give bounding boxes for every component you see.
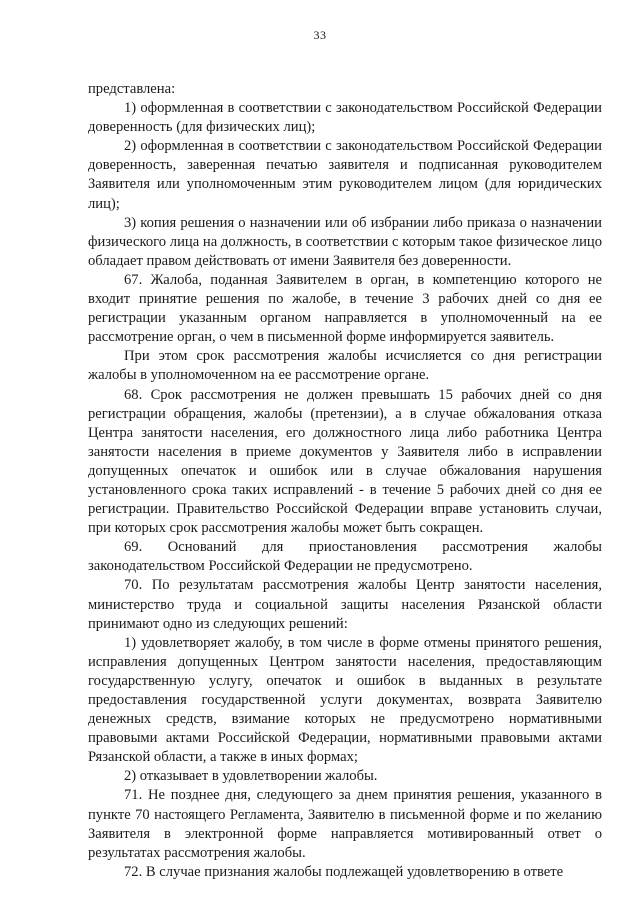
paragraph-intro: представлена:: [88, 81, 176, 97]
paragraph-70: 70. По результатам рассмотрения жалобы Центр занятости населения, министерство труда и социальной защиты населения Рязанской области принимают одно из следующих решений:: [88, 577, 602, 632]
paragraph-69: 69. Оснований для приостановления рассмотрения жалобы законодательством Российской Федерации не предусмотрено.: [88, 539, 602, 575]
paragraph-67: 67. Жалоба, поданная Заявителем в орган, в компетенцию которого не входит принятие решения по жалобе, в течение 3 рабочих дней со дня ее регистрации указанным органом направляется в уполномоченный на ее рассмотрение орган, о чем в письменной форме информируется заявитель.: [88, 271, 602, 346]
paragraph-71: 71. Не позднее дня, следующего за днем принятия решения, указанного в пункте 70 настоящего Регламента, Заявителю в письменной форме и по желанию Заявителя в электронной форме направляется мотивированный ответ о результатах рассмотрения жалобы.: [88, 787, 602, 861]
paragraph-70-item-2: 2) отказывает в удовлетворении жалобы.: [124, 768, 378, 785]
page-number: 33: [313, 28, 327, 42]
paragraph-68: 68. Срок рассмотрения не должен превышать 15 рабочих дней со дня регистрации обращения, жалобы (претензии), а в случае обжалования отказа Центра занятости населения, его должностного лица либо работника Центра занятости населения в приеме документов у Заявителя либо в исправлении допущенных опечаток и ошибок или в случае обжалования нарушения установленного срока таких исправлений - в течение 5 рабочих дней со дня ее регистрации. Правительство Российской Федерации вправе установить случаи, при которых срок рассмотрения жалобы может быть сокращен.: [88, 386, 602, 537]
paragraph-72: 72. В случае признания жалобы подлежащей удовлетворению в ответе: [124, 863, 564, 880]
paragraph-item-1: 1) оформленная в соответствии с законодательством Российской Федерации доверенность (для физических лиц);: [88, 100, 602, 136]
paragraph-67-continued: При этом срок рассмотрения жалобы исчисляется со дня регистрации жалобы в уполномоченном на ее рассмотрение органе.: [88, 348, 602, 384]
paragraph-70-item-1: 1) удовлетворяет жалобу, в том числе в форме отмены принятого решения, исправления допущенных Центром занятости населения, предоставляющим государственную услугу, опечаток и ошибок в выданных в результате предоставления государственной услуги документах, возврата Заявителю денежных средств, взимание которых не предусмотрено нормативными правовыми актами Российской Федерации, нормативными правовыми актами Рязанской области, а также в иных формах;: [88, 634, 602, 766]
paragraph-item-2: 2) оформленная в соответствии с законодательством Российской Федерации доверенность, заверенная печатью заявителя и подписанная руководителем Заявителя или уполномоченным этим руководителем лицом (для юридических лиц);: [88, 138, 602, 212]
paragraph-item-3: 3) копия решения о назначении или об избрании либо приказа о назначении физического лица на должность, в соответствии с которым такое физическое лицо обладает правом действовать от имени Заявителя без доверенности.: [88, 214, 602, 269]
document-body: [88, 80, 602, 882]
